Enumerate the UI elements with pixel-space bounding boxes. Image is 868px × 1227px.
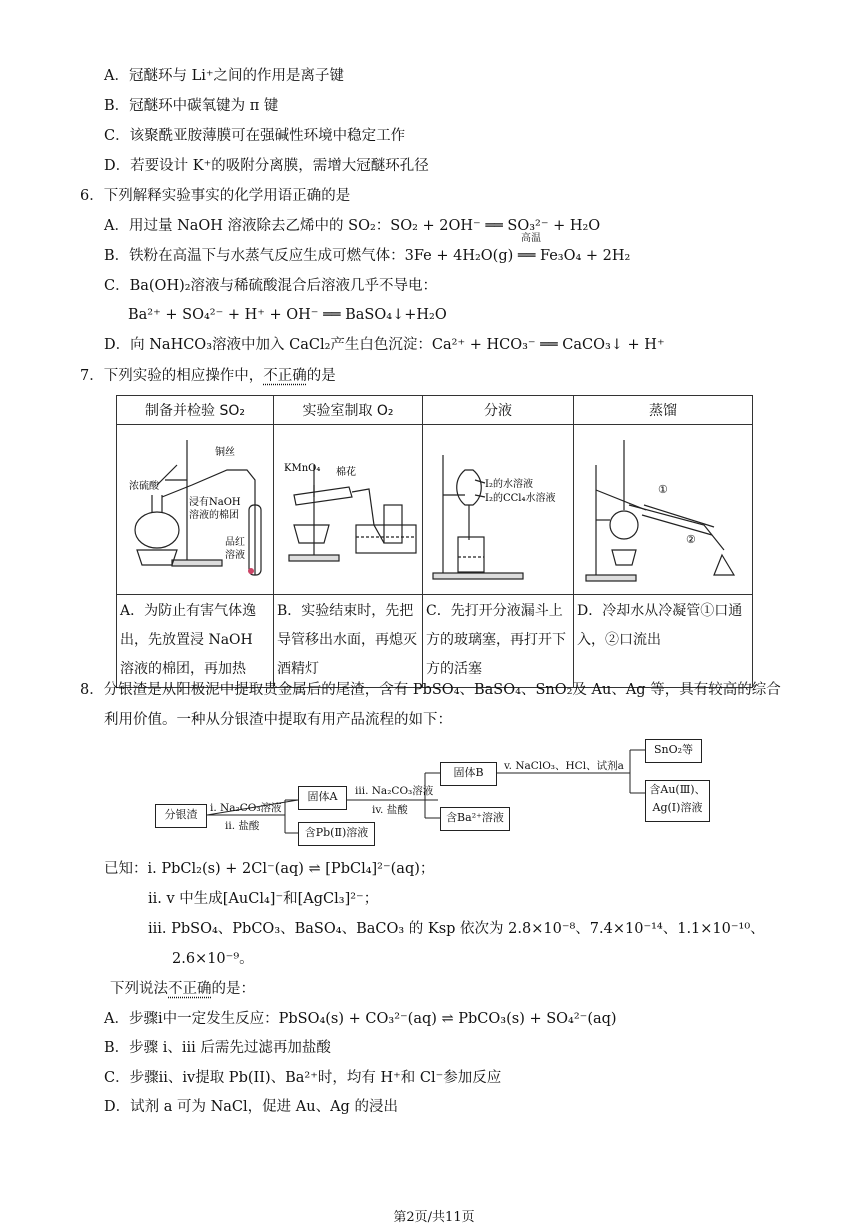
apparatus-so2 (117, 425, 274, 595)
label-i2-water: I₂的水溶液 (485, 479, 533, 490)
o2-apparatus-drawing (274, 425, 422, 590)
q8-stem-line-2: 利用价值。一种从分银渣中提取有用产品流程的如下： (104, 712, 452, 728)
label-kmno4: KMnO₄ (284, 463, 321, 474)
label-copper: 铜丝 (215, 447, 235, 458)
label-step-i: i. Na₂CO₃溶液 (210, 802, 282, 814)
page-footer: 第2页/共11页 (393, 1210, 475, 1225)
header-o2: 实验室制取 O₂ (274, 396, 423, 425)
label-acid: 浓硫酸 (129, 481, 159, 492)
box-start: 分银渣 (155, 804, 207, 828)
q7-stem: 7．下列实验的相应操作中，不正确的是 (80, 368, 336, 384)
label-cotton: 棉花 (336, 467, 356, 478)
label-i2-ccl4: I₂的CCl₄水溶液 (485, 493, 556, 504)
q6-option-c: C．Ba(OH)₂溶液与稀硫酸混合后溶液几乎不导电： (104, 278, 438, 294)
q6-option-a: A．用过量 NaOH 溶液除去乙烯中的 SO₂：SO₂ + 2OH⁻ ══ SO₃²⁻ + H₂O (104, 218, 601, 234)
q8-option-d: D．试剂 a 可为 NaCl，促进 Au、Ag 的浸出 (104, 1099, 398, 1115)
header-so2: 制备并检验 SO₂ (117, 396, 274, 425)
op-a: A．为防止有害气体逸出，先放置浸 NaOH 溶液的棉团，再加热 (117, 595, 274, 688)
q8-option-c: C．步骤ii、iv提取 Pb(II)、Ba²⁺时，均有 H⁺和 Cl⁻参加反应 (104, 1070, 502, 1086)
box-ba-solution: 含Ba²⁺溶液 (440, 807, 510, 831)
q6-option-b: B．铁粉在高温下与水蒸气反应生成可燃气体：3Fe + 4H₂O(g) ══ Fe₃O₄ + 2H₂ (104, 248, 631, 264)
q8-known-iii: iii. PbSO₄、PbCO₃、BaSO₄、BaCO₃ 的 Ksp 依次为 2.8×10⁻⁸、7.4×10⁻¹⁴、1.1×10⁻¹⁰、 (148, 921, 765, 937)
op-b: B．实验结束时，先把导管移出水面，再熄灭酒精灯 (274, 595, 423, 688)
q8-stem-line-1: 8．分银渣是从阳极泥中提取贵金属后的尾渣，含有 PbSO₄、BaSO₄、SnO₂及 Au、Ag 等，具有较高的综合 (80, 682, 781, 698)
label-step-ii: ii. 盐酸 (225, 820, 260, 832)
q5-option-b: B．冠醚环中碳氧键为 π 键 (104, 98, 279, 114)
header-separation: 分液 (423, 396, 574, 425)
label-step-v: v. NaClO₃、HCl、试剂a (504, 760, 624, 772)
label-outlet-2: ② (686, 533, 696, 546)
label-pinred-2: 溶液 (225, 550, 245, 561)
label-step-iv: iv. 盐酸 (372, 804, 408, 816)
q6-stem: 6．下列解释实验事实的化学用语正确的是 (80, 188, 351, 204)
op-c: C．先打开分液漏斗上方的玻璃塞，再打开下方的活塞 (423, 595, 574, 688)
q8-known-ii: ii. v 中生成[AuCl₄]⁻和[AgCl₃]²⁻； (148, 891, 379, 907)
q8-known-i: 已知：i. PbCl₂(s) + 2Cl⁻(aq) ⇌ [PbCl₄]²⁻(aq)； (104, 861, 435, 877)
q6-option-d: D．向 NaHCO₃溶液中加入 CaCl₂产生白色沉淀：Ca²⁺ + HCO₃⁻ ══ CaCO₃↓ + H⁺ (104, 337, 665, 353)
header-distillation: 蒸馏 (574, 396, 753, 425)
label-cotton-naoh-2: 溶液的棉团 (189, 510, 239, 521)
q8-ask: 下列说法不正确的是： (110, 981, 255, 997)
separation-apparatus-drawing (423, 425, 573, 590)
q6-condition: 高温 (521, 233, 541, 244)
label-step-iii: iii. Na₂CO₃溶液 (355, 785, 434, 797)
box-pb-solution: 含Pb(Ⅱ)溶液 (298, 822, 375, 846)
apparatus-separation (423, 425, 574, 595)
q8-option-a: A．步骤i中一定发生反应：PbSO₄(s) + CO₃²⁻(aq) ⇌ PbCO₃(s) + SO₄²⁻(aq) (104, 1011, 617, 1027)
experiment-table (116, 395, 753, 688)
q8-option-b: B．步骤 i、iii 后需先过滤再加盐酸 (104, 1040, 331, 1056)
box-solid-a: 固体A (298, 786, 347, 810)
distillation-apparatus-drawing (574, 425, 752, 590)
label-cotton-naoh: 浸有NaOH (189, 497, 241, 508)
q5-option-c: C．该聚酰亚胺薄膜可在强碱性环境中稳定工作 (104, 128, 406, 144)
label-inlet-1: ① (658, 483, 668, 496)
box-sno2: SnO₂等 (645, 739, 702, 763)
q6-option-c-equation: Ba²⁺ + SO₄²⁻ + H⁺ + OH⁻ ══ BaSO₄↓+H₂O (128, 307, 447, 323)
label-pinred: 品红 (225, 537, 245, 548)
so2-apparatus-drawing (117, 425, 273, 590)
box-solid-b: 固体B (440, 762, 497, 786)
q5-option-d: D．若要设计 K⁺的吸附分离膜，需增大冠醚环孔径 (104, 158, 429, 174)
op-d: D．冷却水从冷凝管①口通入，②口流出 (574, 595, 753, 688)
q8-known-iii-cont: 2.6×10⁻⁹。 (172, 951, 254, 967)
apparatus-o2 (274, 425, 423, 595)
apparatus-distillation (574, 425, 753, 595)
box-au-ag: 含Au(Ⅲ)、 Ag(Ⅰ)溶液 (645, 780, 710, 822)
q5-option-a: A．冠醚环与 Li⁺之间的作用是离子键 (104, 68, 344, 84)
